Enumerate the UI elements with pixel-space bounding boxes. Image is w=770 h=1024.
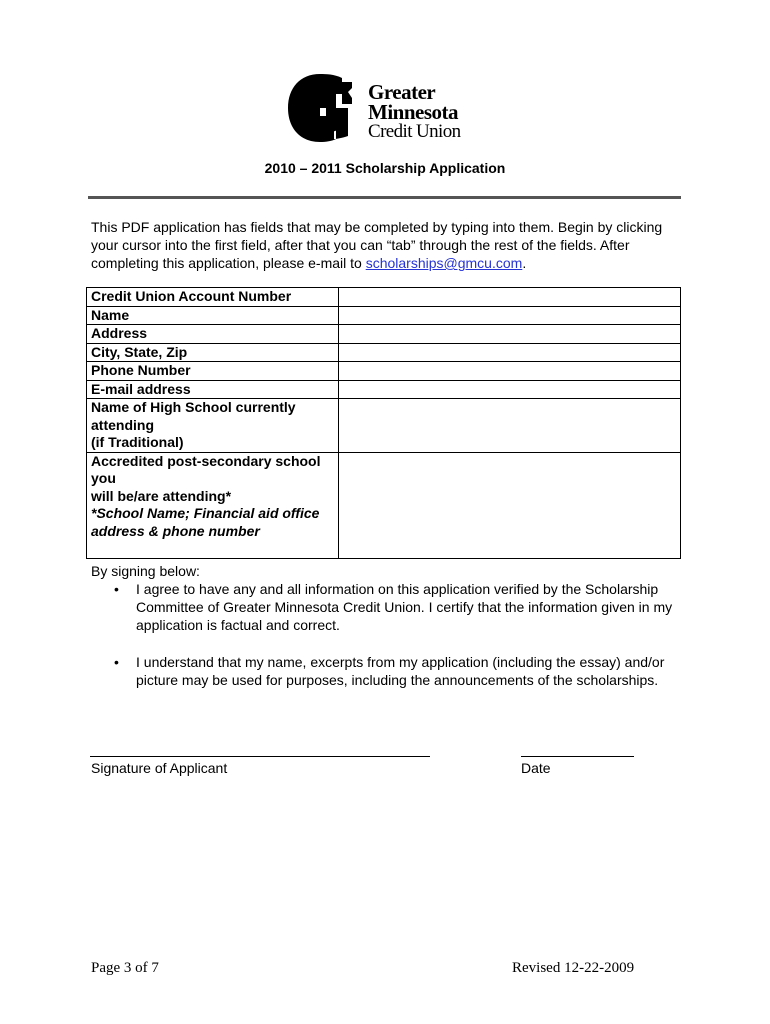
city-state-zip-field[interactable]: [339, 343, 681, 362]
table-row: [87, 362, 681, 381]
intro-tail: .: [522, 255, 527, 271]
account-number-label: Credit Union Account Number: [87, 288, 339, 307]
table-row: [87, 343, 681, 362]
phone-number-label: Phone Number: [87, 362, 339, 381]
name-label: Name: [87, 306, 339, 325]
intro-paragraph: [91, 218, 686, 272]
page-title: 2010 – 2011 Scholarship Application: [264, 160, 506, 176]
post-secondary-label: [87, 452, 339, 558]
post-secondary-label-line2: will be/are attending*: [91, 487, 232, 504]
table-row: [87, 380, 681, 399]
bullet-icon: •: [114, 581, 119, 597]
table-row: [87, 325, 681, 344]
table-row: [87, 288, 681, 307]
logo-minnesota: Minnesota: [368, 100, 458, 124]
phone-number-field[interactable]: [339, 362, 681, 381]
bullet-icon: •: [114, 654, 119, 670]
signing-intro: By signing below:: [91, 563, 200, 579]
name-field[interactable]: [339, 306, 681, 325]
table-row: [87, 452, 681, 558]
email-address-field[interactable]: [339, 380, 681, 399]
high-school-label-line1: Name of High School currently attending: [91, 399, 296, 433]
title-divider: [88, 196, 681, 199]
city-state-zip-label: City, State, Zip: [87, 343, 339, 362]
address-label: Address: [87, 325, 339, 344]
address-field[interactable]: [339, 325, 681, 344]
table-row: [87, 399, 681, 453]
high-school-field[interactable]: [339, 399, 681, 453]
intro-text: This PDF application has fields that may be completed by typing into them. Begin by clicking your cursor into the first field, after that you can “tab” through the rest of the fields. After completing this application, please e-mail to: [91, 219, 663, 271]
high-school-label: [87, 399, 339, 453]
gmcu-logo: [286, 72, 486, 144]
account-number-field[interactable]: [339, 288, 681, 307]
date-label: Date: [521, 760, 551, 776]
page-number: Page 3 of 7: [91, 960, 159, 976]
agreement-bullet-publicity: I understand that my name, excerpts from my application (including the essay) and/or picture may be used for purposes, including the announcements of the scholarships.: [136, 654, 665, 688]
post-secondary-note-line1: *School Name; Financial aid office: [91, 505, 320, 521]
email-link[interactable]: scholarships@gmcu.com: [365, 255, 523, 271]
date-line[interactable]: [521, 756, 634, 757]
revision-date: Revised 12-22-2009: [512, 960, 635, 976]
table-row: [87, 306, 681, 325]
post-secondary-note-line2: address & phone number: [91, 522, 260, 539]
high-school-label-line2: (if Traditional): [91, 434, 184, 450]
post-secondary-label-line1: Accredited post-secondary school you: [91, 452, 321, 486]
signature-label: Signature of Applicant: [91, 760, 228, 776]
email-address-label: E-mail address: [87, 380, 339, 399]
agreement-bullet-verify: I agree to have any and all information on this application verified by the Scholarship Committee of Greater Minnesota Credit Union. I certify that the information given in my application is factual and correct.: [136, 581, 673, 633]
application-form-table: [86, 287, 681, 559]
logo-greater: Greater: [368, 80, 436, 104]
logo-credit-union: Credit Union: [368, 121, 461, 142]
signature-line[interactable]: [90, 756, 430, 757]
post-secondary-field[interactable]: [339, 452, 681, 558]
g-minnesota-logo-icon: [286, 72, 366, 144]
